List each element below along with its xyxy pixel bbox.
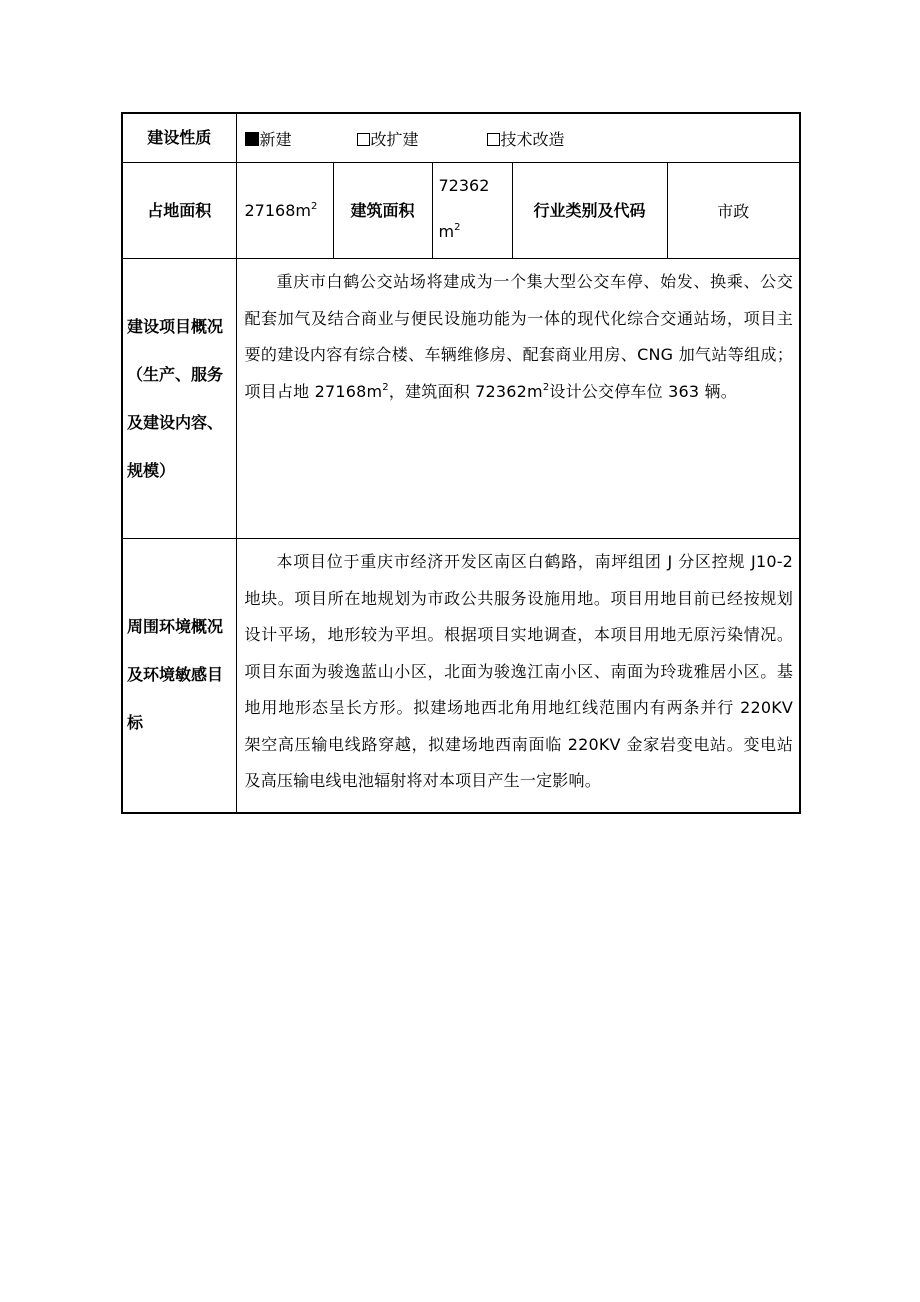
row-area (122, 163, 800, 259)
construction-nature-options (236, 113, 800, 163)
row-environment (122, 539, 800, 813)
project-info-table (121, 112, 801, 814)
overview-text-part1: 重庆市白鹤公交站场将建成为一个集大型公交车停、始发、换乘、公交配套加气及结合商业与便民设施功能为一体的现代化综合交通站场，项目主要的建设内容有综合楼、车辆维修房、配套商业用房、CNG 加气站等组成；项目占地 27168m (244, 272, 794, 401)
overview-text-part2: ，建筑面积 72362m (388, 381, 543, 401)
industry-category-label: 行业类别及代码 (512, 163, 667, 259)
row-project-overview (122, 259, 800, 539)
checkbox-empty-icon (487, 133, 500, 146)
project-overview-label: 建设项目概况（生产、服务及建设内容、规模） (122, 259, 236, 539)
building-area-unit: m (438, 222, 455, 241)
building-area-label: 建筑面积 (333, 163, 432, 259)
option-new (245, 127, 357, 150)
option-tech-upgrade-label: 技术改造 (500, 129, 565, 149)
overview-sup2: 2 (542, 381, 550, 393)
overview-text-part3: 设计公交停车位 363 辆。 (549, 381, 737, 401)
building-area-value (432, 163, 512, 259)
building-area-number: 72362 (438, 176, 490, 195)
option-new-label: 新建 (259, 129, 292, 149)
industry-category-value: 市政 (667, 163, 800, 259)
land-area-value (236, 163, 333, 259)
option-expansion (357, 127, 487, 150)
environment-text: 本项目位于重庆市经济开发区南区白鹤路，南坪组团 J 分区控规 J10-2 地块。项目所在地规划为市政公共服务设施用地。项目用地目前已经按规划设计平场，地形较为平坦。根据项目实地调查，本项目用地无原污染情况。项目东面为骏逸蓝山小区，北面为骏逸江南小区、南面为玲珑雅居小区。基地用地形态呈长方形。拟建场地西北角用地红线范围内有两条并行 220KV 架空高压输电线路穿越，拟建场地西南面临 220KV 金家岩变电站。变电站及高压输电线电池辐射将对本项目产生一定影响。 (236, 539, 800, 813)
option-expansion-label: 改扩建 (370, 129, 419, 149)
checkbox-checked-icon (245, 132, 259, 146)
construction-nature-label: 建设性质 (122, 113, 236, 163)
land-area-label: 占地面积 (122, 163, 236, 259)
checkbox-empty-icon (357, 133, 370, 146)
project-overview-text (236, 259, 800, 539)
building-area-sup: 2 (454, 222, 461, 233)
building-area-unit-line (439, 209, 506, 255)
environment-label: 周围环境概况及环境敏感目标 (122, 539, 236, 813)
row-construction-nature (122, 113, 800, 163)
land-area-number: 27168m (244, 201, 311, 220)
overview-sup1: 2 (382, 381, 389, 393)
land-area-sup: 2 (310, 201, 318, 212)
option-tech-upgrade (487, 127, 565, 150)
